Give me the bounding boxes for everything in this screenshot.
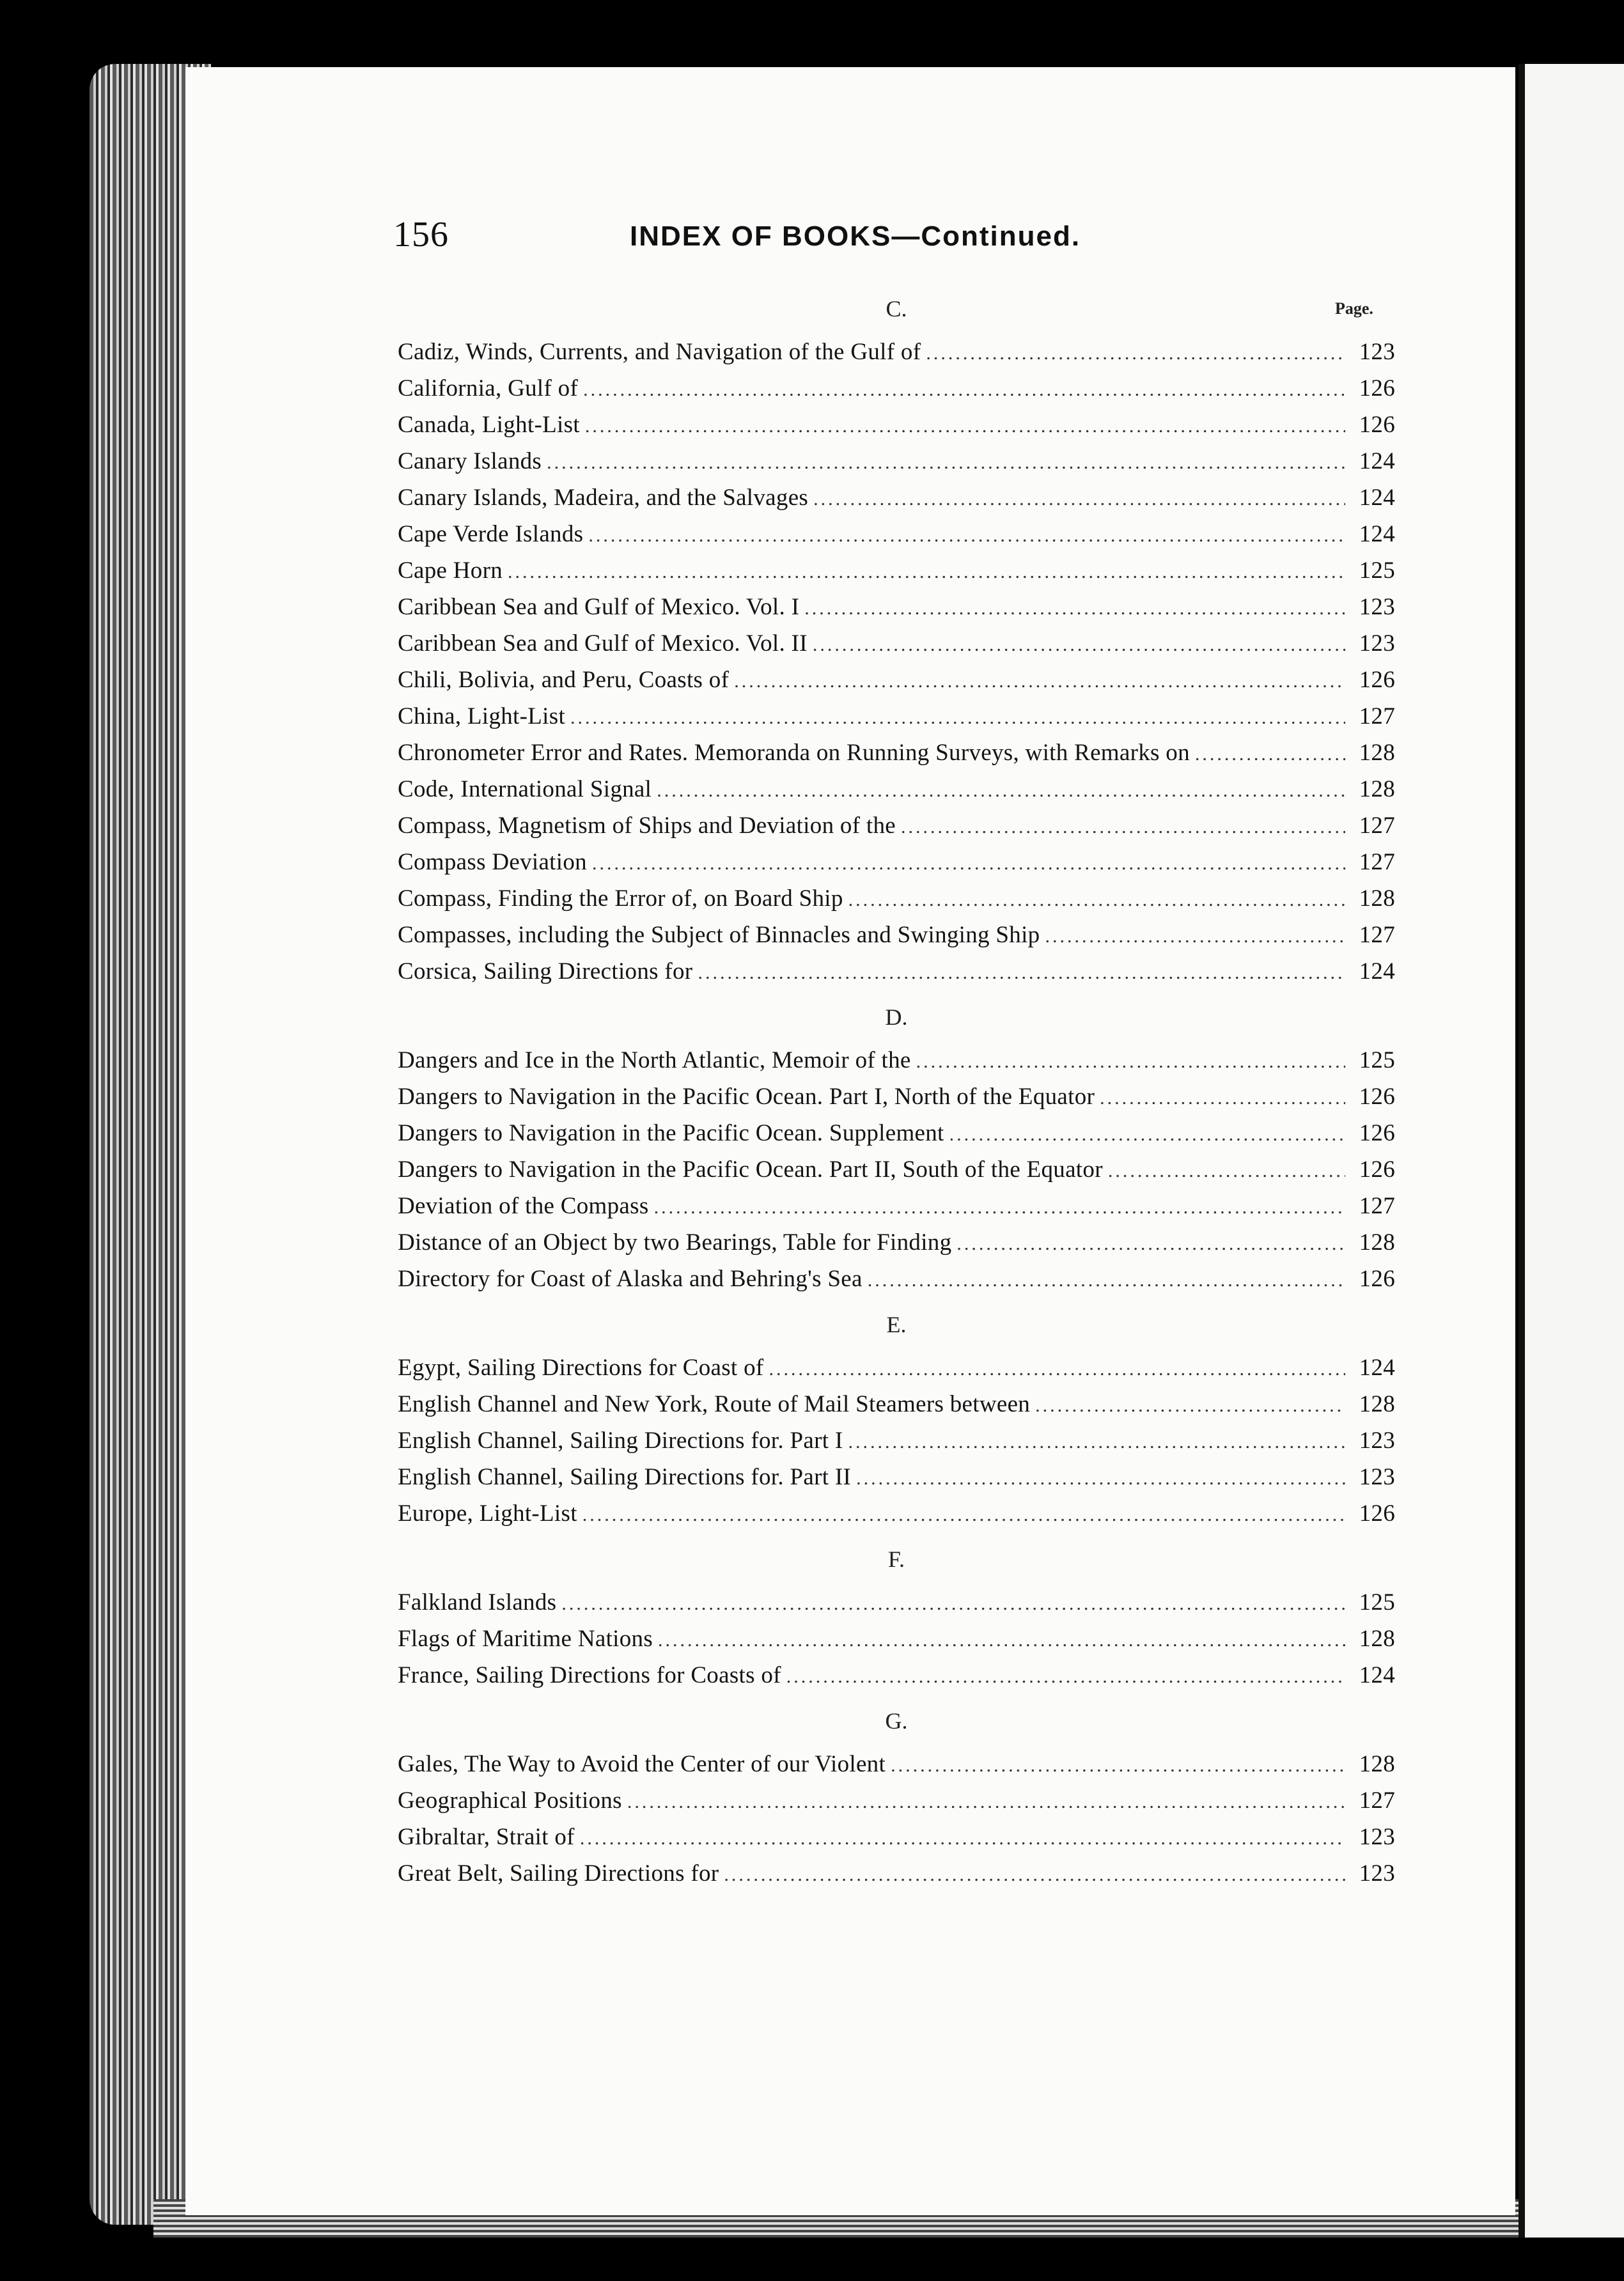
- entry-page-number: 126: [1359, 1120, 1395, 1146]
- entry-title: Canary Islands, Madeira, and the Salvages: [398, 485, 809, 511]
- index-entry: [398, 1188, 1395, 1224]
- index-entry: [398, 1855, 1395, 1892]
- facing-page: [1519, 64, 1624, 2238]
- entry-title: China, Light-List: [398, 703, 566, 729]
- dot-leader: [901, 809, 1345, 845]
- entry-title: Cape Verde Islands: [398, 521, 584, 547]
- entry-page-number: 125: [1359, 1589, 1395, 1615]
- index-list: [398, 288, 1395, 1903]
- entry-page-number: 127: [1359, 849, 1395, 875]
- entry-title: Great Belt, Sailing Directions for: [398, 1860, 719, 1887]
- entry-page-number: 123: [1359, 1464, 1395, 1490]
- entry-page-number: 124: [1359, 448, 1395, 474]
- dot-leader: [582, 1497, 1345, 1533]
- dot-leader: [570, 699, 1345, 736]
- entry-page-number: 127: [1359, 1787, 1395, 1814]
- page-number: 156: [393, 215, 449, 254]
- entry-page-number: 128: [1359, 1751, 1395, 1777]
- entry-page-number: 123: [1359, 339, 1395, 365]
- dot-leader: [786, 1658, 1345, 1695]
- dot-leader: [1035, 1387, 1345, 1424]
- dot-leader: [1045, 918, 1345, 954]
- dot-leader: [856, 1460, 1345, 1497]
- dot-leader: [769, 1351, 1346, 1387]
- section-letter: C.: [886, 296, 907, 322]
- entry-title: Dangers and Ice in the North Atlantic, Memoir of the: [398, 1047, 911, 1073]
- dot-leader: [508, 554, 1345, 590]
- index-section: [398, 1543, 1395, 1693]
- dot-leader: [813, 481, 1345, 517]
- entry-page-number: 128: [1359, 1626, 1395, 1652]
- index-entry: [398, 1350, 1395, 1386]
- index-entry: [398, 953, 1395, 990]
- dot-leader: [848, 882, 1345, 918]
- page-header: [393, 214, 1391, 272]
- dot-leader: [949, 1116, 1345, 1153]
- entry-page-number: 124: [1359, 1355, 1395, 1381]
- index-entry: [398, 370, 1395, 407]
- entry-title: Caribbean Sea and Gulf of Mexico. Vol. I: [398, 594, 800, 620]
- page-column-label: Page.: [1335, 299, 1373, 318]
- entry-title: Compass Deviation: [398, 849, 587, 875]
- dot-leader: [916, 1043, 1345, 1080]
- entry-title: Egypt, Sailing Directions for Coast of: [398, 1355, 764, 1381]
- index-entry: [398, 1115, 1395, 1151]
- entry-title: Dangers to Navigation in the Pacific Ocean. Supplement: [398, 1120, 944, 1146]
- dot-leader: [734, 663, 1345, 699]
- index-entry: [398, 1746, 1395, 1782]
- entry-page-number: 126: [1359, 1084, 1395, 1110]
- entry-title: Gibraltar, Strait of: [398, 1824, 575, 1850]
- entry-page-number: 128: [1359, 1391, 1395, 1417]
- entry-title: Compasses, including the Subject of Binnacles and Swinging Ship: [398, 922, 1040, 948]
- index-entry: [398, 1386, 1395, 1422]
- entry-title: Directory for Coast of Alaska and Behring's Sea: [398, 1266, 863, 1292]
- dot-leader: [627, 1784, 1345, 1820]
- section-letter: G.: [885, 1708, 908, 1734]
- dot-leader: [585, 408, 1345, 444]
- entry-page-number: 126: [1359, 667, 1395, 693]
- running-title: INDEX OF BOOKS—Continued.: [630, 221, 1081, 252]
- index-entry: [398, 1584, 1395, 1621]
- entry-title: Geographical Positions: [398, 1787, 622, 1814]
- index-entry: [398, 1819, 1395, 1855]
- dot-leader: [813, 627, 1345, 663]
- index-entry: [398, 771, 1395, 807]
- entry-page-number: 124: [1359, 485, 1395, 511]
- entry-page-number: 127: [1359, 922, 1395, 948]
- entry-title: France, Sailing Directions for Coasts of: [398, 1662, 781, 1688]
- index-entry: [398, 516, 1395, 552]
- entry-title: English Channel, Sailing Directions for. Part I: [398, 1428, 843, 1454]
- entry-title: Corsica, Sailing Directions for: [398, 958, 693, 985]
- entry-title: Canary Islands: [398, 448, 542, 474]
- index-entry: [398, 1261, 1395, 1297]
- index-entry: [398, 1078, 1395, 1115]
- entry-page-number: 124: [1359, 958, 1395, 985]
- entry-title: Canada, Light-List: [398, 412, 580, 438]
- dot-leader: [804, 590, 1345, 627]
- entry-title: Deviation of the Compass: [398, 1193, 649, 1219]
- entry-page-number: 128: [1359, 1229, 1395, 1256]
- entry-page-number: 126: [1359, 375, 1395, 401]
- index-entry: [398, 807, 1395, 844]
- entry-title: Gales, The Way to Avoid the Center of our Violent: [398, 1751, 886, 1777]
- entry-title: Europe, Light-List: [398, 1500, 577, 1527]
- index-entry: [398, 407, 1395, 443]
- dot-leader: [698, 954, 1345, 991]
- entry-page-number: 124: [1359, 521, 1395, 547]
- entry-page-number: 123: [1359, 594, 1395, 620]
- dot-leader: [1108, 1153, 1345, 1189]
- index-entry: [398, 1459, 1395, 1495]
- index-entry: [398, 479, 1395, 516]
- index-entry: [398, 1495, 1395, 1532]
- dot-leader: [848, 1424, 1345, 1460]
- section-letter: D.: [885, 1004, 908, 1030]
- entry-page-number: 126: [1359, 412, 1395, 438]
- entry-title: Chili, Bolivia, and Peru, Coasts of: [398, 667, 730, 693]
- entry-page-number: 127: [1359, 1193, 1395, 1219]
- entry-page-number: 127: [1359, 813, 1395, 839]
- entry-title: Compass, Finding the Error of, on Board Ship: [398, 885, 843, 912]
- dot-leader: [891, 1747, 1345, 1784]
- entry-title: Falkland Islands: [398, 1589, 557, 1615]
- index-entry: [398, 552, 1395, 589]
- dot-leader: [657, 772, 1345, 809]
- section-letter: E.: [886, 1312, 907, 1337]
- dot-leader: [561, 1585, 1345, 1622]
- index-entry: [398, 1621, 1395, 1657]
- entry-page-number: 128: [1359, 776, 1395, 802]
- dot-leader: [580, 1820, 1345, 1857]
- index-entry: [398, 844, 1395, 880]
- index-entry: [398, 662, 1395, 698]
- index-entry: [398, 589, 1395, 625]
- dot-leader: [592, 845, 1345, 882]
- index-section: [398, 1001, 1395, 1297]
- index-entry: [398, 1657, 1395, 1693]
- index-entry: [398, 443, 1395, 479]
- dot-leader: [868, 1262, 1345, 1298]
- entry-title: Code, International Signal: [398, 776, 652, 802]
- section-letter: F.: [887, 1546, 905, 1572]
- entry-title: Flags of Maritime Nations: [398, 1626, 653, 1652]
- index-entry: [398, 917, 1395, 953]
- entry-title: Cadiz, Winds, Currents, and Navigation of the Gulf of: [398, 339, 921, 365]
- entry-page-number: 125: [1359, 557, 1395, 584]
- dot-leader: [654, 1189, 1345, 1226]
- entry-page-number: 127: [1359, 703, 1395, 729]
- index-section: [398, 1705, 1395, 1892]
- index-entry: [398, 1782, 1395, 1819]
- entry-title: Caribbean Sea and Gulf of Mexico. Vol. II: [398, 630, 808, 657]
- entry-title: Dangers to Navigation in the Pacific Ocean. Part II, South of the Equator: [398, 1156, 1103, 1183]
- dot-leader: [547, 444, 1345, 481]
- entry-title: English Channel, Sailing Directions for. Part II: [398, 1464, 852, 1490]
- dot-leader: [1195, 736, 1345, 772]
- entry-page-number: 124: [1359, 1662, 1395, 1688]
- entry-page-number: 126: [1359, 1500, 1395, 1527]
- entry-page-number: 123: [1359, 1860, 1395, 1887]
- entry-page-number: 128: [1359, 885, 1395, 912]
- dot-leader: [1100, 1080, 1345, 1116]
- entry-title: Compass, Magnetism of Ships and Deviation of the: [398, 813, 896, 839]
- index-entry: [398, 1224, 1395, 1261]
- dot-leader: [583, 371, 1345, 408]
- index-entry: [398, 1422, 1395, 1459]
- dot-leader: [724, 1857, 1345, 1893]
- entry-title: English Channel and New York, Route of Mail Steamers between: [398, 1391, 1031, 1417]
- entry-page-number: 123: [1359, 1824, 1395, 1850]
- index-entry: [398, 1042, 1395, 1078]
- index-section: [398, 293, 1395, 990]
- index-entry: [398, 334, 1395, 370]
- entry-page-number: 126: [1359, 1156, 1395, 1183]
- index-entry: [398, 1151, 1395, 1188]
- index-section: [398, 1309, 1395, 1532]
- entry-title: Cape Horn: [398, 557, 503, 584]
- index-entry: [398, 698, 1395, 735]
- index-entry: [398, 735, 1395, 771]
- entry-page-number: 125: [1359, 1047, 1395, 1073]
- entry-page-number: 126: [1359, 1266, 1395, 1292]
- entry-title: Distance of an Object by two Bearings, Table for Finding: [398, 1229, 952, 1256]
- dot-leader: [956, 1226, 1345, 1262]
- dot-leader: [658, 1622, 1345, 1658]
- dot-leader: [588, 517, 1345, 554]
- dot-leader: [926, 335, 1345, 371]
- entry-page-number: 123: [1359, 1428, 1395, 1454]
- index-entry: [398, 625, 1395, 662]
- entry-page-number: 128: [1359, 740, 1395, 766]
- entry-page-number: 123: [1359, 630, 1395, 657]
- entry-title: California, Gulf of: [398, 375, 579, 401]
- entry-title: Dangers to Navigation in the Pacific Ocean. Part I, North of the Equator: [398, 1084, 1095, 1110]
- entry-title: Chronometer Error and Rates. Memoranda on Running Surveys, with Remarks on: [398, 740, 1190, 766]
- index-entry: [398, 880, 1395, 917]
